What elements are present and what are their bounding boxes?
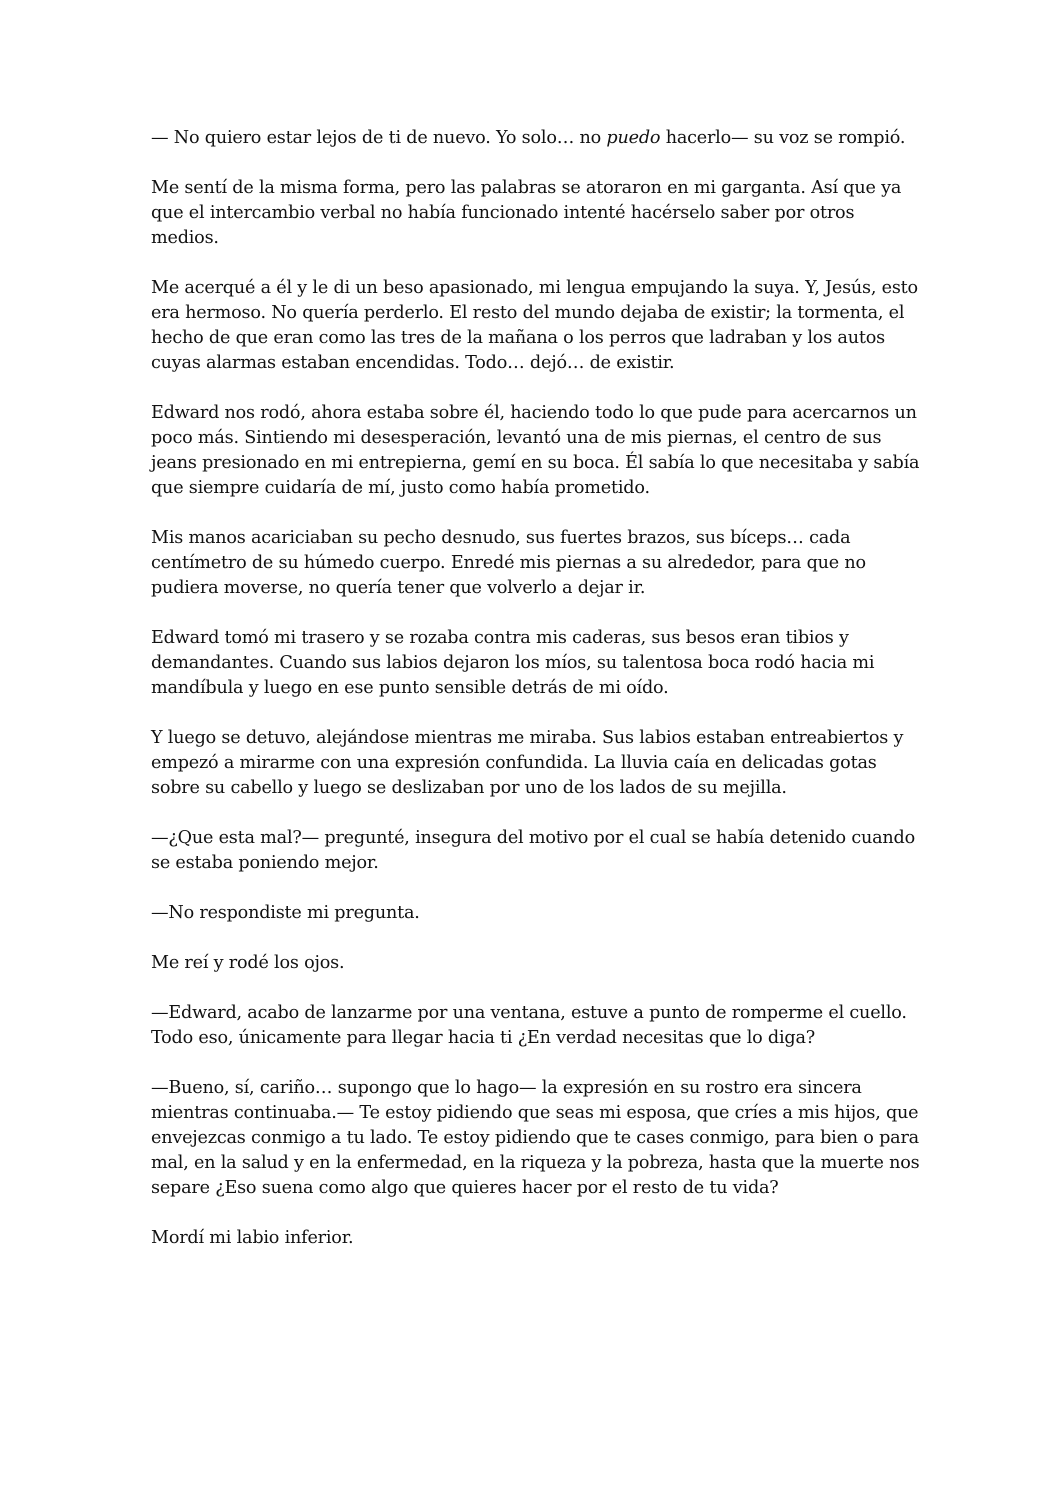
paragraph-1 xyxy=(151,126,921,151)
paragraph-7: Y luego se detuvo, alejándose mientras me miraba. Sus labios estaban entreabiertos y empezó a mirarme con una expresión confundida. La lluvia caía en delicadas gotas sobre su cabello y luego se deslizaban por uno de los lados de su mejilla. xyxy=(151,728,904,798)
paragraph-12: —Bueno, sí, cariño… supongo que lo hago— la expresión en su rostro era sincera mientras continuaba.— Te estoy pidiendo que seas mi esposa, que críes a mis hijos, que envejezcas conmigo a tu lado. Te estoy pidiendo que te cases conmigo, para bien o para mal, en la salud y en la enfermedad, en la riqueza y la pobreza, hasta que la muerte nos separe ¿Eso suena como algo que quieres hacer por el resto de tu vida? xyxy=(151,1078,920,1198)
paragraph-1-after: hacerlo— su voz se rompió. xyxy=(660,128,906,148)
paragraph-4: Edward nos rodó, ahora estaba sobre él, haciendo todo lo que pude para acercarnos un poco más. Sintiendo mi desesperación, levantó una de mis piernas, el centro de sus jeans presionado en mi entrepierna, gemí en su boca. Él sabía lo que necesitaba y sabía que siempre cuidaría de mí, justo como había prometido. xyxy=(151,403,920,498)
paragraph-13: Mordí mi labio inferior. xyxy=(151,1228,354,1248)
paragraph-11: —Edward, acabo de lanzarme por una ventana, estuve a punto de romperme el cuello. Todo eso, únicamente para llegar hacia ti ¿En verdad necesitas que lo diga? xyxy=(151,1003,907,1048)
paragraph-1-before: — No quiero estar lejos de ti de nuevo. Yo solo… no xyxy=(151,128,607,148)
paragraph-2: Me sentí de la misma forma, pero las palabras se atoraron en mi garganta. Así que ya que el intercambio verbal no había funcionado intenté hacérselo saber por otros medios. xyxy=(151,178,902,248)
paragraph-5: Mis manos acariciaban su pecho desnudo, sus fuertes brazos, sus bíceps… cada centímetro de su húmedo cuerpo. Enredé mis piernas a su alrededor, para que no pudiera moverse, no quería tener que volverlo a dejar ir. xyxy=(151,528,866,598)
paragraph-9: —No respondiste mi pregunta. xyxy=(151,903,420,923)
text-body xyxy=(151,126,921,1276)
paragraph-10: Me reí y rodé los ojos. xyxy=(151,953,345,973)
paragraph-6: Edward tomó mi trasero y se rozaba contra mis caderas, sus besos eran tibios y demandantes. Cuando sus labios dejaron los míos, su talentosa boca rodó hacia mi mandíbula y luego en ese punto sensible detrás de mi oído. xyxy=(151,628,875,698)
paragraph-8: —¿Que esta mal?— pregunté, insegura del motivo por el cual se había detenido cuando se estaba poniendo mejor. xyxy=(151,828,915,873)
paragraph-1-emphasis: puedo xyxy=(606,128,661,148)
paragraph-3: Me acerqué a él y le di un beso apasionado, mi lengua empujando la suya. Y, Jesús, esto era hermoso. No quería perderlo. El resto del mundo dejaba de existir; la tormenta, el hecho de que eran como las tres de la mañana o los perros que ladraban y los autos cuyas alarmas estaban encendidas. Todo… dejó… de existir. xyxy=(151,278,918,373)
